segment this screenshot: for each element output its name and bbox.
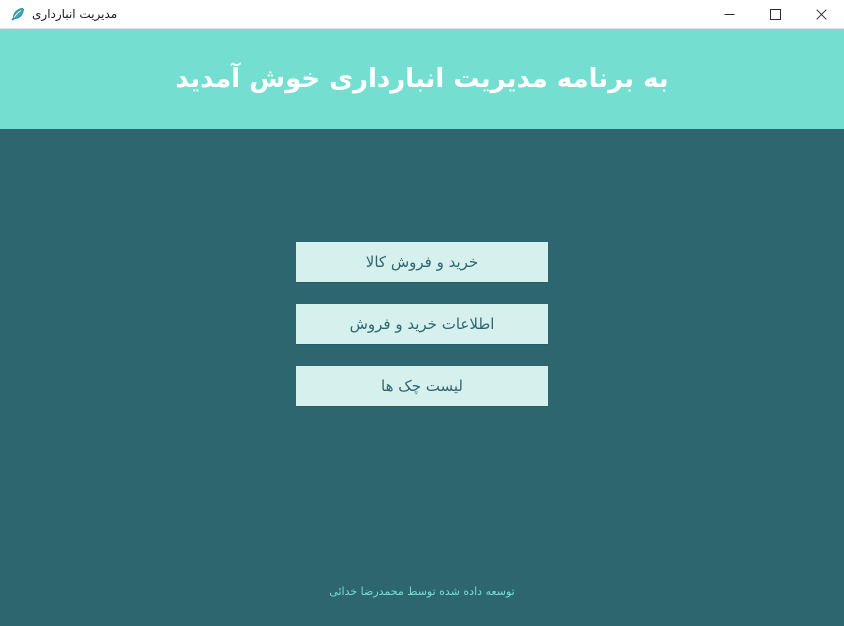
buy-sell-info-button[interactable] <box>296 304 548 344</box>
main-menu <box>0 242 844 406</box>
welcome-title: به برنامه مدیریت انبارداری خوش آمدید <box>175 64 669 94</box>
feather-quill-icon <box>9 6 25 22</box>
close-button[interactable] <box>798 0 844 28</box>
welcome-banner <box>0 29 844 129</box>
check-list-button[interactable] <box>296 366 548 406</box>
window-titlebar <box>0 0 844 29</box>
maximize-button[interactable] <box>752 0 798 28</box>
buy-sell-goods-label: خرید و فروش کالا <box>365 253 479 271</box>
buy-sell-goods-button[interactable] <box>296 242 548 282</box>
window-title: مدیریت انبارداری <box>32 7 118 21</box>
buy-sell-info-label: اطلاعات خرید و فروش <box>349 315 495 333</box>
window-controls <box>706 0 844 28</box>
check-list-label: لیست چک ها <box>381 377 463 395</box>
titlebar-left-group <box>0 0 117 28</box>
developer-credit: توسعه داده شده توسط محمدرضا خدائی <box>329 585 515 598</box>
minimize-button[interactable] <box>706 0 752 28</box>
main-content <box>0 129 844 626</box>
